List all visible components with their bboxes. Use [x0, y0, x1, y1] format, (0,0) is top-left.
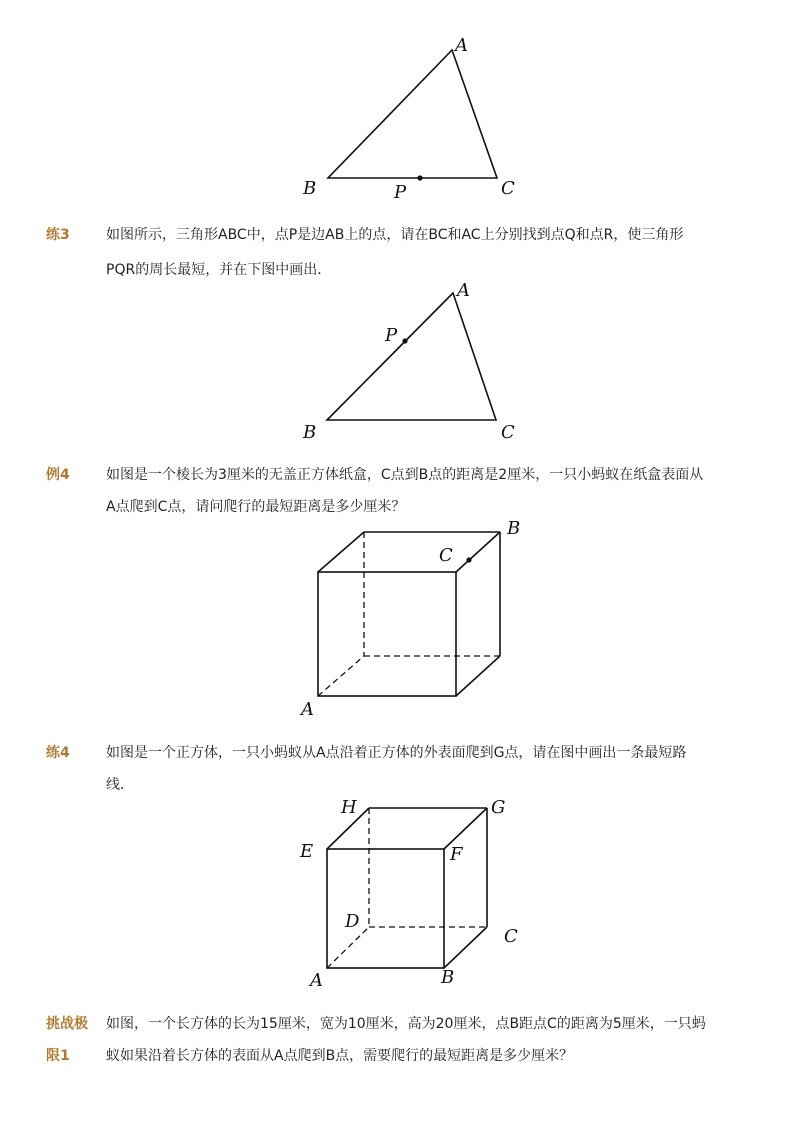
- label-c-1: C: [501, 178, 515, 199]
- label-d-cube2: D: [345, 911, 360, 932]
- label-g-cube2: G: [491, 797, 506, 818]
- problem-text-line1: 如图，一个长方体的长为15厘米，宽为10厘米，高为20厘米，点B距点C的距离为5厘米，一只蚂: [106, 1016, 706, 1032]
- label-c-2: C: [501, 422, 515, 443]
- problem-tag: 挑战极: [46, 1016, 88, 1032]
- problem-text-line2: A点爬到C点，请问爬行的最短距离是多少厘米？: [106, 499, 406, 515]
- label-b-cube2: B: [441, 967, 455, 988]
- label-e-cube2: E: [300, 841, 314, 862]
- label-b-2: B: [303, 422, 317, 443]
- figure-triangle-1: [0, 30, 800, 210]
- label-p-2: P: [385, 325, 398, 346]
- triangle-abc-1: [328, 50, 497, 178]
- point-c-cube: [466, 557, 471, 562]
- problem-tag-line2: 限1: [46, 1048, 70, 1064]
- problem-text-line1: 如图是一个正方体，一只小蚂蚁从A点沿着正方体的外表面爬到G点，请在图中画出一条最短路: [106, 745, 687, 761]
- problem-tag: 练4: [46, 745, 70, 761]
- problem-text-line2: PQR的周长最短，并在下图中画出．: [106, 262, 332, 278]
- label-b-cube1: B: [507, 520, 521, 539]
- problem-tag: 例4: [46, 467, 70, 483]
- problem-tag: 练3: [46, 227, 70, 243]
- label-a-cube1: A: [301, 699, 314, 720]
- point-p-1: [417, 175, 422, 180]
- label-p-1: P: [394, 182, 407, 203]
- figure-triangle-2: [0, 280, 800, 450]
- problem-text-line1: 如图所示，三角形ABC中，点P是边AB上的点，请在BC和AC上分别找到点Q和点R，使三角形: [106, 227, 684, 243]
- problem-text-line2: 蚁如果沿着长方体的表面从A点爬到B点，需要爬行的最短距离是多少厘米？: [106, 1048, 574, 1064]
- label-f-cube2: F: [450, 844, 463, 865]
- figure-cube-2: [0, 795, 800, 995]
- problem-text-line1: 如图是一个棱长为3厘米的无盖正方体纸盒，C点到B点的距离是2厘米，一只小蚂蚁在纸盒表面从: [106, 467, 704, 483]
- label-a-1: A: [455, 35, 468, 56]
- problem-text-line2: 线．: [106, 777, 134, 793]
- point-p-2: [402, 338, 407, 343]
- label-c-cube2: C: [504, 926, 518, 947]
- label-h-cube2: H: [341, 797, 357, 818]
- figure-cube-1: [0, 520, 800, 720]
- label-a-2: A: [457, 280, 470, 301]
- label-a-cube2: A: [310, 970, 323, 991]
- cube-front-face: [318, 572, 456, 696]
- triangle-abc-2: [327, 293, 496, 420]
- label-c-cube1: C: [439, 545, 453, 566]
- label-b-1: B: [303, 178, 317, 199]
